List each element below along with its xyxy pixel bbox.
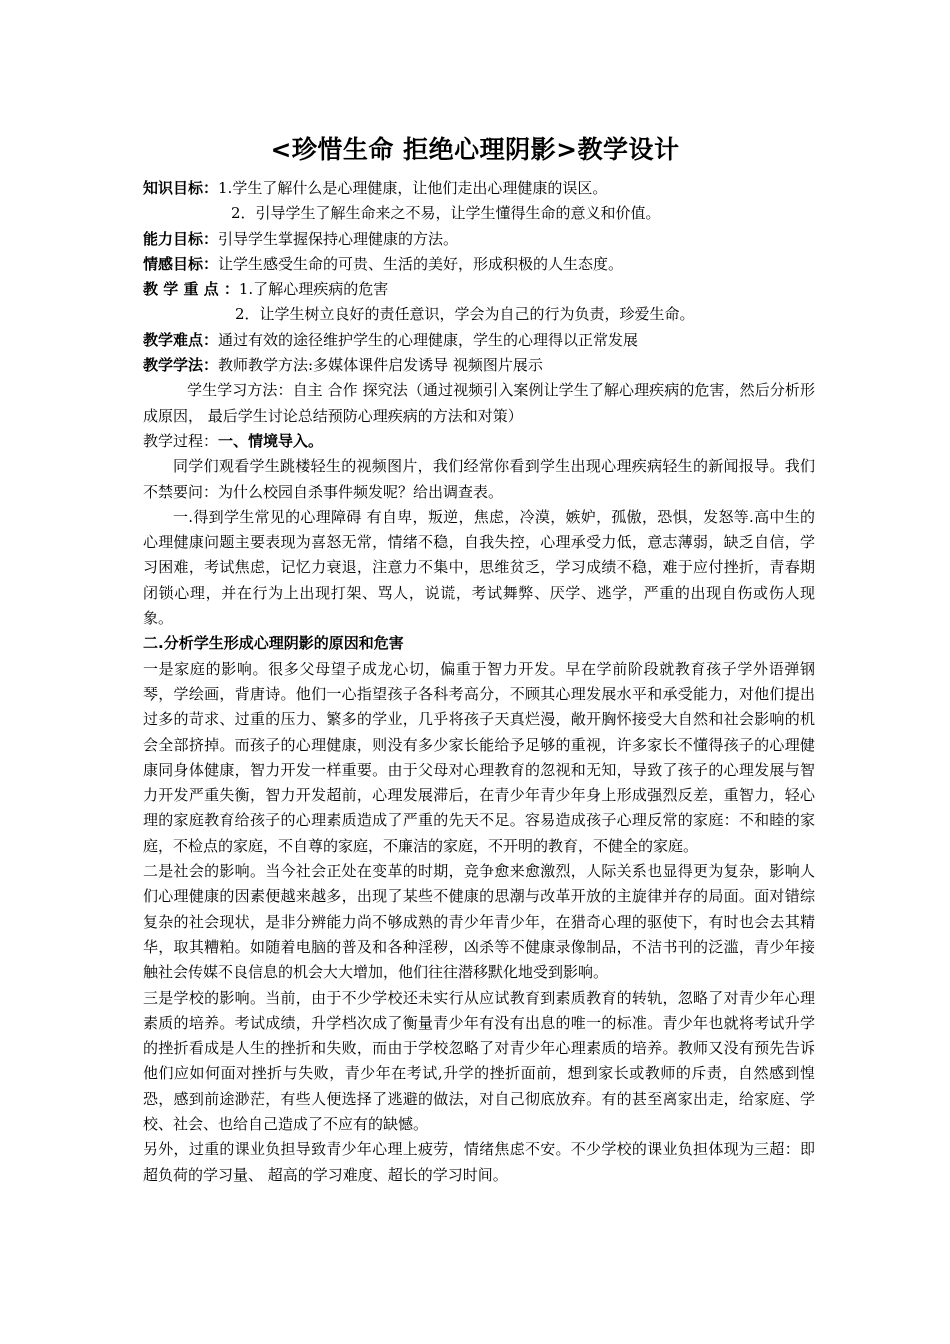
process-label: 教学过程：	[143, 431, 219, 450]
key-point-2: 2．让学生树立良好的责任意识，学会为自己的行为负责，珍爱生命。	[235, 305, 695, 324]
symptoms-paragraph: 一.得到学生常见的心理障碍 有自卑，叛逆，焦虑，冷漠，嫉妒，孤傲，恐惧，发怒等.高中生的心理健康问题主要表现为喜怒无常，情绪不稳，自我失控，心理承受力低，意志薄弱，缺乏自信，学习困难，考试焦虑，记忆力衰退，注意力不集中，思维贫乏，学习成绩不稳，难于应付挫折，青春期闭锁心理，并在行为上出现打架、骂人，说谎，考试舞弊、厌学、逃学，严重的出现自伤或伤人现象。	[143, 507, 815, 628]
method-label: 教学学法：	[143, 356, 219, 375]
method-line	[143, 353, 815, 378]
difficulty-text: 通过有效的途径维护学生的心理健康，学生的心理得以正常发展	[218, 330, 639, 349]
process-line	[143, 429, 815, 454]
knowledge-objective-2: 2．引导学生了解生命来之不易，让学生懂得生命的意义和价值。	[231, 204, 661, 223]
emotion-objective: 让学生感受生命的可贵、生活的美好，形成积极的人生态度。	[218, 254, 624, 273]
ability-objective-line	[143, 227, 815, 252]
document-body	[143, 176, 815, 1188]
key-point-1: 1.了解心理疾病的危害	[238, 280, 389, 299]
knowledge-objective-line	[143, 176, 815, 201]
school-paragraph: 三是学校的影响。当前，由于不少学校还未实行从应试教育到素质教育的转轨，忽略了对青少年心理素质的培养。考试成绩，升学档次成了衡量青少年有没有出息的唯一的标准。青少年也就将考试升学的挫折看成是人生的挫折和失败，而由于学校忽略了对青少年心理素质的培养。教师又没有预先告诉他们应如何面对挫折与失败，青少年在考试,升学的挫折面前，想到家长或教师的斥责，自然感到惶恐，感到前途渺茫，有些人便选择了逃避的做法，对自己彻底放弃。有的甚至离家出走，给家庭、学校、社会、也给自己造成了不应有的缺憾。	[143, 988, 815, 1133]
intro-paragraph: 同学们观看学生跳楼轻生的视频图片，我们经常你看到学生出现心理疾病轻生的新闻报导。我们不禁要问：为什么校园自杀事件频发呢？给出调查表。	[143, 457, 815, 501]
ability-objective: 引导学生掌握保持心理健康的方法。	[218, 229, 459, 248]
key-point-line	[143, 277, 815, 302]
knowledge-objective-line-2	[143, 201, 815, 226]
burden-paragraph: 另外，过重的课业负担导致青少年心理上疲劳，情绪焦虑不安。不少学校的课业负担体现为三超：即超负荷的学习量、 超高的学习难度、超长的学习时间。	[143, 1140, 815, 1184]
key-point-label: 教 学 重 点 ：	[143, 280, 239, 299]
step2-title: 二.分析学生形成心理阴影的原因和危害	[143, 634, 404, 653]
key-point-line-2	[143, 302, 815, 327]
emotion-objective-line	[143, 252, 815, 277]
document-title: <珍惜生命 拒绝心理阴影>教学设计	[270, 135, 680, 164]
knowledge-objective-1: 1.学生了解什么是心理健康，让他们走出心理健康的误区。	[218, 179, 608, 197]
step1-title: 一、情境导入。	[218, 431, 324, 450]
society-paragraph: 二是社会的影响。当今社会正处在变革的时期，竞争愈来愈激烈，人际关系也显得更为复杂，影响人们心理健康的因素便越来越多，出现了某些不健康的思潮与改革开放的主旋律并存的局面。面对错综复杂的社会现状，是非分辨能力尚不够成熟的青少年青少年，在猎奇心理的驱使下，有时也会去其精华，取其糟粕。如随着电脑的普及和各种淫秽，凶杀等不健康录像制品，不洁书刊的泛滥，青少年接触社会传媒不良信息的机会大大增加，他们往往潜移默化地受到影响。	[143, 862, 815, 982]
knowledge-objective-label: 知识目标：	[143, 179, 219, 197]
emotion-objective-label: 情感目标：	[143, 254, 219, 273]
difficulty-label: 教学难点：	[143, 330, 219, 349]
student-method-paragraph: 学生学习方法：自主 合作 探究法（通过视频引入案例让学生了解心理疾病的危害，然后分析形成原因， 最后学生讨论总结预防心理疾病的方法和对策）	[143, 381, 815, 425]
family-paragraph: 一是家庭的影响。很多父母望子成龙心切，偏重于智力开发。早在学前阶段就教育孩子学外语弹钢琴，学绘画，背唐诗。他们一心指望孩子各科考高分，不顾其心理发展水平和承受能力，对他们提出过多的苛求、过重的压力、繁多的学业，几乎将孩子天真烂漫，敞开胸怀接受大自然和社会影响的机会全部挤掉。而孩子的心理健康，则没有多少家长能给予足够的重视，许多家长不懂得孩子的心理健康同身体健康，智力开发一样重要。由于父母对心理教育的忽视和无知，导致了孩子的心理发展与智力开发严重失衡，智力开发超前，心理发展滞后，在青少年青少年身上形成强烈反差，重智力，轻心理的家庭教育给孩子的心理素质造成了严重的先天不足。容易造成孩子心理反常的家庭：不和睦的家庭，不检点的家庭，不自尊的家庭，不廉洁的家庭，不开明的教育，不健全的家庭。	[143, 659, 815, 855]
ability-objective-label: 能力目标：	[143, 229, 219, 248]
difficulty-line	[143, 328, 815, 353]
method-text: 教师教学方法:多媒体课件启发诱导 视频图片展示	[218, 356, 543, 375]
